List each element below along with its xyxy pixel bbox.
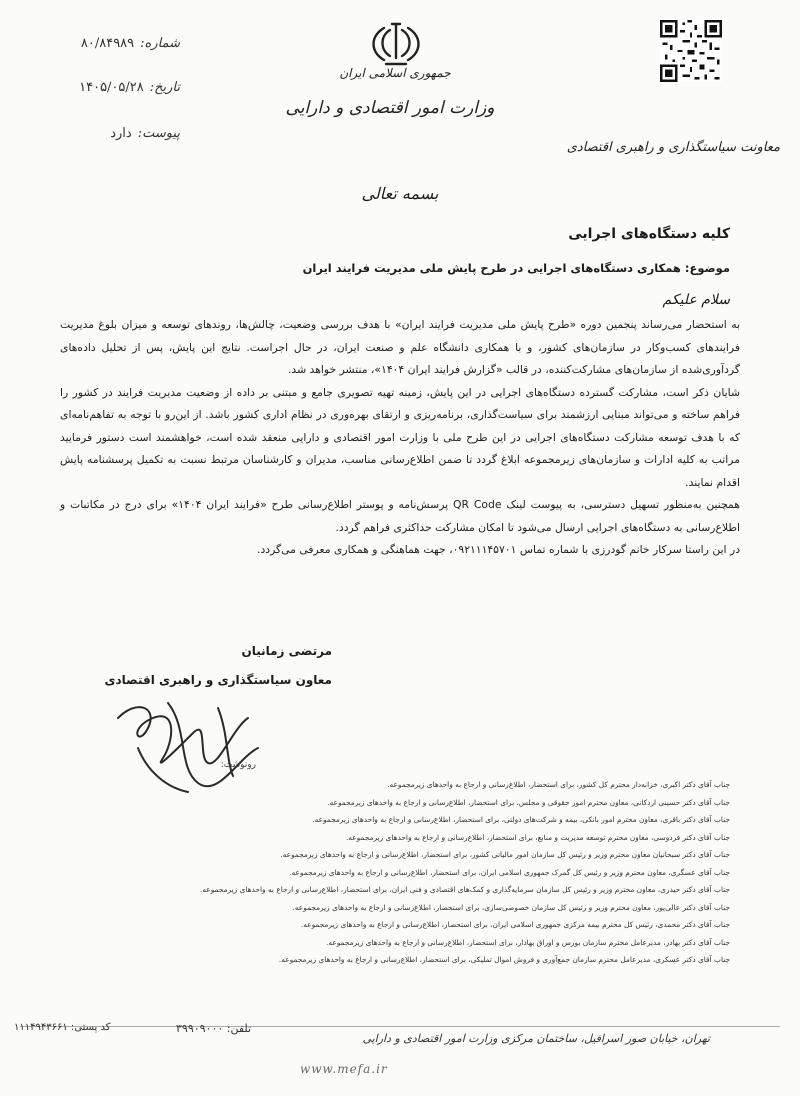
recipient: کلیه دستگاه‌های اجرایی bbox=[568, 226, 730, 242]
footer-phone: تلفن: ۳۹۹۰۹۰۰۰ bbox=[176, 1022, 252, 1035]
letter-date-field bbox=[20, 80, 180, 95]
footer-address: تهران، خیابان صور اسرافیل، ساختمان مرکزی وزارت امور اقتصادی و دارایی bbox=[362, 1032, 710, 1045]
letter-date-label: تاریخ: bbox=[149, 80, 180, 95]
greeting: سلام علیکم bbox=[662, 292, 730, 308]
signer-title: معاون سیاستگذاری و راهبری اقتصادی bbox=[104, 673, 332, 687]
subject-line: موضوع: همکاری دستگاه‌های اجرایی در طرح پایش ملی مدیریت فرایند ایران bbox=[302, 261, 730, 275]
cc-list bbox=[40, 776, 730, 969]
republic-title: جمهوری اسلامی ایران bbox=[339, 66, 451, 80]
body-paragraph: همچنین به‌منظور تسهیل دسترسی، به پیوست لینک QR Code پرسش‌نامه و پوستر اطلاع‌رسانی طرح «فرایند ایران ۱۴۰۴» برای درج در مکاتبات و اطلاع‌رسانی به دستگاه‌های اجرایی ارسال می‌شود تا امکان مشارکت حداکثری فراهم گردد. bbox=[60, 498, 740, 534]
footer-postal-code: کد پستی: ۱۱۱۴۹۴۳۶۶۱ bbox=[14, 1022, 111, 1033]
body-paragraph: به استحضار می‌رساند پنجمین دوره «طرح پایش ملی مدیریت فرایند ایران» با هدف بررسی وضعیت، چالش‌ها، روندهای توسعه و میزان بلوغ مدیریت فرایندهای کسب‌وکار در سازمان‌های کشور، و با همکاری دانشگاه علم و صنعت ایران، در حال اجراست. نتایج این پایش، پس از تحلیل داده‌های گردآوری‌شده از سازمان‌های مشارکت‌کننده، در قالب «گزارش فرایند ایران ۱۴۰۴»، منتشر خواهد شد. bbox=[60, 318, 740, 376]
basmala: بسمه تعالی bbox=[361, 184, 439, 203]
cc-item: جناب آقای دکتر بهادر، مدیرعامل محترم سازمان بورس و اوراق بهادار، برای استحضار، اطلاع‌رسانی و ارجاع به واحدهای زیرمجموعه. bbox=[326, 937, 730, 947]
letter-attachment-field bbox=[40, 126, 180, 141]
qr-code-icon bbox=[660, 20, 722, 82]
footer-website: www.mefa.ir bbox=[300, 1062, 388, 1076]
cc-title: رونوشت: bbox=[220, 760, 256, 770]
letter-number-value: ۸۰/۸۴۹۸۹ bbox=[80, 36, 135, 51]
cc-item: جناب آقای دکتر باقری، معاون محترم امور بانکی، بیمه و شرکت‌های دولتی، برای استحضار، اطلاع‌رسانی و ارجاع به واحدهای زیرمجموعه. bbox=[312, 815, 730, 824]
cc-item: جناب آقای عسگری، معاون محترم وزیر و رئیس کل گمرک جمهوری اسلامی ایران، برای استحضار، اطلاع‌رسانی و ارجاع به واحدهای زیرمجموعه. bbox=[289, 867, 730, 877]
signer-name: مرتضی زمانیان bbox=[241, 644, 332, 658]
body-paragraph: در این راستا سرکار خانم گودرزی با شماره تماس ۰۹۲۱۱۱۴۵۷۰۱، جهت هماهنگی و همکاری معرفی می‌گردد. bbox=[257, 543, 740, 556]
letter-number-field bbox=[40, 36, 180, 51]
cc-item: جناب آقای دکتر اکبری، خزانه‌دار محترم کل کشور، برای استحضار، اطلاع‌رسانی و ارجاع به واحدهای زیرمجموعه. bbox=[387, 780, 730, 789]
body-paragraph: شایان ذکر است، مشارکت گسترده دستگاه‌های اجرایی در این پایش، زمینه تهیه تصویری جامع و مبتنی بر داده از وضعیت مدیریت فرایند در کشور را فراهم ساخته و می‌تواند مبنایی ارزشمند برای سیاست‌گذاری، برنامه‌ریزی و ارتقای بهره‌وری در نظام اداری کشور باشد. از این‌رو با توجه به تفاهم‌نامه‌ای که با هدف توسعه مشارکت دستگاه‌های اجرایی در این طرح ملی با وزارت امور اقتصادی و دارایی منعقد شده است، خواهشمند است دستور فرمایید مراتب به کلیه ادارات و سازمان‌های زیرمجموعه ابلاغ گردد تا ضمن اطلاع‌رسانی مناسب، مدیران و کارشناسان مرتبط نسبت به تکمیل پرسشنامه پایش اقدام نمایند. bbox=[60, 385, 740, 489]
cc-item: جناب آقای دکتر محمدی، رئیس کل محترم بیمه مرکزی جمهوری اسلامی ایران، برای استحضار، اطلاع‌رسانی و ارجاع به واحدهای زیرمجموعه. bbox=[300, 920, 730, 929]
letter-attachment-value: دارد bbox=[110, 126, 132, 141]
letter-number-label: شماره: bbox=[140, 36, 180, 51]
letter-attachment-label: پیوست: bbox=[137, 126, 180, 141]
cc-item: جناب آقای دکتر فردوسی، معاون محترم توسعه مدیریت و منابع، برای استحضار، اطلاع‌رسانی و ارجاع به واحدهای زیرمجموعه. bbox=[345, 832, 730, 842]
cc-item: جناب آقای دکتر سبحانیان معاون محترم وزیر و رئیس کل سازمان امور مالیاتی کشور، برای استحضار، اطلاع‌رسانی و ارجاع به واحدهای زیرمجموعه. bbox=[280, 850, 730, 859]
footer-divider bbox=[20, 1026, 780, 1027]
cc-item: جناب آقای دکتر حیدری، معاون محترم وزیر و رئیس کل سازمان سرمایه‌گذاری و کمک‌های اقتصادی و فنی ایران، برای استحضار، اطلاع‌رسانی و ارجاع به واحدهای زیرمجموعه. bbox=[200, 885, 730, 894]
cc-item: جناب آقای دکتر عسکری، مدیرعامل محترم سازمان جمع‌آوری و فروش اموال تملیکی، برای استحضار، اطلاع‌رسانی و ارجاع به واحدهای زیرمجموعه. bbox=[278, 955, 730, 964]
ministry-title: وزارت امور اقتصادی و دارایی bbox=[285, 98, 495, 118]
letter-date-value: ۱۴۰۵/۰۵/۲۸ bbox=[79, 80, 144, 95]
iran-emblem-icon bbox=[368, 18, 424, 70]
cc-item: جناب آقای دکتر عالی‌پور، معاون محترم وزیر و رئیس کل سازمان خصوصی‌سازی، برای استحضار، اطلاع‌رسانی و ارجاع به واحدهای زیرمجموعه. bbox=[292, 902, 730, 912]
letter-body bbox=[60, 314, 740, 562]
deputy-title: معاونت سیاستگذاری و راهبری اقتصادی bbox=[566, 140, 780, 155]
cc-item: جناب آقای دکتر حسینی اردکانی، معاون محترم امور حقوقی و مجلس، برای استحضار، اطلاع‌رسانی و ارجاع به واحدهای زیرمجموعه. bbox=[327, 797, 730, 807]
